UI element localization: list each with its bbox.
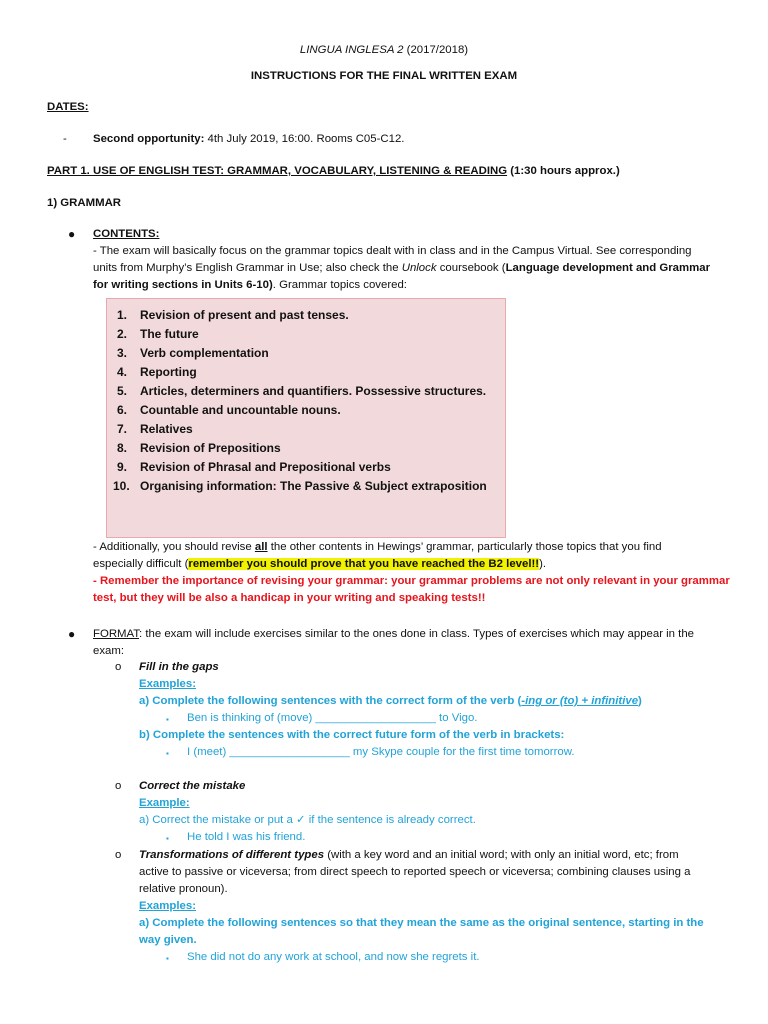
examples-label: Examples: — [139, 900, 196, 912]
square-bullet-icon: ▪ — [166, 834, 169, 843]
grammar-topics-box — [106, 298, 506, 538]
instruction-text: a) Complete the following sentences with the correct form of the verb ( — [139, 695, 522, 707]
topic-text: Verb complementation — [140, 346, 269, 360]
topic-item — [107, 382, 505, 401]
contents-line-3 — [93, 277, 407, 294]
fill-instruction-b: b) Complete the sentences with the correct future form of the verb in brackets: — [139, 729, 565, 741]
topic-item — [107, 363, 505, 382]
contents-line-2 — [93, 260, 710, 277]
fill-gaps-title: Fill in the gaps — [139, 661, 219, 673]
contents-label: CONTENTS: — [93, 228, 160, 240]
additionally-line-2 — [93, 556, 546, 573]
topic-number: 1. — [117, 308, 128, 322]
part1-heading — [47, 163, 620, 180]
topic-text: Countable and uncountable nouns. — [140, 403, 341, 417]
course-year: (2017/2018) — [403, 44, 469, 56]
dates-label: Second opportunity: — [93, 133, 205, 145]
topic-text: Revision of Prepositions — [140, 441, 281, 455]
topic-item — [107, 306, 505, 325]
topic-text: Organising information: The Passive & Subject extraposition — [140, 479, 487, 493]
coursebook-name: Unlock — [401, 262, 437, 274]
contents-bold-text: Language development and Grammar — [505, 262, 711, 274]
bullet-icon: ● — [68, 627, 76, 641]
topic-item — [107, 439, 505, 458]
dates-second-opportunity — [93, 131, 404, 148]
contents-text: coursebook ( — [436, 262, 506, 274]
examples-label: Examples: — [139, 678, 196, 690]
fill-instruction-a — [139, 693, 642, 710]
fill-example-b: I (meet) ___________________ my Skype couple for the first time tomorrow. — [187, 746, 575, 758]
topic-number: 2. — [117, 327, 128, 341]
topic-text: Revision of present and past tenses. — [140, 308, 349, 322]
topic-item — [107, 420, 505, 439]
topic-text: Relatives — [140, 422, 193, 436]
dates-dash: - — [63, 133, 67, 145]
contents-text: units from Murphy’s English Grammar in Use; also check the — [93, 262, 402, 274]
grammar-topics-list — [107, 306, 505, 496]
transformations-instruction-line-2: way given. — [139, 934, 197, 946]
format-line-1 — [93, 626, 694, 643]
format-text: : the exam will include exercises similar to the ones done in class. Types of exercises which may appear in the — [138, 628, 695, 640]
topic-text: The future — [140, 327, 199, 341]
dates-heading: DATES: — [47, 101, 89, 113]
topic-number: 4. — [117, 365, 128, 379]
correct-example: He told I was his friend. — [187, 831, 306, 843]
transformations-line-1 — [139, 847, 679, 864]
format-label: FORMAT — [93, 628, 139, 640]
example-label: Example: — [139, 797, 190, 809]
course-header — [0, 42, 768, 59]
circle-bullet-icon: o — [115, 849, 122, 861]
transformations-title: Transformations of different types — [139, 849, 325, 861]
grammar-heading: 1) GRAMMAR — [47, 197, 122, 209]
topic-number: 9. — [117, 460, 128, 474]
topic-number: 8. — [117, 441, 128, 455]
topic-item — [107, 325, 505, 344]
square-bullet-icon: ▪ — [166, 954, 169, 963]
course-name: LINGUA INGLESA 2 — [299, 44, 404, 56]
correct-mistake-title: Correct the mistake — [139, 780, 246, 792]
topic-text: Revision of Phrasal and Prepositional verbs — [140, 460, 391, 474]
transformations-text: (with a key word and an initial word; with only an initial word, etc; from — [324, 849, 679, 861]
topic-number: 10. — [113, 479, 130, 493]
transformations-line-3: relative pronoun). — [139, 883, 228, 895]
topic-item — [107, 458, 505, 477]
topic-text: Reporting — [140, 365, 197, 379]
dates-value: 4th July 2019, 16:00. Rooms C05-C12. — [204, 133, 405, 145]
circle-bullet-icon: o — [115, 780, 122, 792]
transformations-example: She did not do any work at school, and now she regrets it. — [187, 951, 480, 963]
contents-text: . Grammar topics covered: — [272, 279, 407, 291]
topic-number: 5. — [117, 384, 128, 398]
transformations-line-2: active to passive or viceversa; from direct speech to reported speech or viceversa; combining clauses using a — [139, 866, 691, 878]
topic-item — [107, 344, 505, 363]
additionally-text: the other contents in Hewings’ grammar, particularly those topics that you find — [267, 541, 662, 553]
red-warning-line-2: test, but they will be also a handicap in your writing and speaking tests!! — [93, 592, 486, 604]
additionally-line-1 — [93, 539, 662, 556]
additionally-text: especially difficult ( — [93, 558, 189, 570]
additionally-text: ). — [539, 558, 547, 570]
instruction-emphasis: -ing or (to) + infinitive — [521, 695, 639, 707]
transformations-instruction-line-1: a) Complete the following sentences so that they mean the same as the original sentence, starting in the — [139, 917, 704, 929]
topic-number: 7. — [117, 422, 128, 436]
contents-line-1: - The exam will basically focus on the grammar topics dealt with in class and in the Campus Virtual. See corresponding — [93, 245, 692, 257]
circle-bullet-icon: o — [115, 661, 122, 673]
red-warning-line-1: - Remember the importance of revising your grammar: your grammar problems are not only relevant in your grammar — [93, 575, 730, 587]
emphasis-all: all — [254, 541, 268, 553]
additionally-text: - Additionally, you should revise — [93, 541, 255, 553]
topic-number: 3. — [117, 346, 128, 360]
part1-duration: (1:30 hours approx.) — [507, 165, 620, 177]
topic-number: 6. — [117, 403, 128, 417]
document-title: INSTRUCTIONS FOR THE FINAL WRITTEN EXAM — [250, 70, 518, 82]
square-bullet-icon: ▪ — [166, 749, 169, 758]
topic-item — [107, 401, 505, 420]
part1-title: PART 1. USE OF ENGLISH TEST: GRAMMAR, VOCABULARY, LISTENING & READING — [47, 165, 508, 177]
format-line-2: exam: — [93, 645, 125, 657]
bullet-icon: ● — [68, 227, 76, 241]
highlighted-reminder: remember you should prove that you have reached the B2 level!! — [188, 558, 540, 570]
contents-bold-text: for writing sections in Units 6-10) — [93, 279, 273, 291]
square-bullet-icon: ▪ — [166, 715, 169, 724]
topic-item — [107, 477, 505, 496]
fill-example-a: Ben is thinking of (move) ___________________ to Vigo. — [187, 712, 478, 724]
instruction-text: ) — [638, 695, 642, 707]
correct-instruction: a) Correct the mistake or put a ✓ if the sentence is already correct. — [139, 814, 476, 826]
topic-text: Articles, determiners and quantifiers. Possessive structures. — [140, 384, 487, 398]
